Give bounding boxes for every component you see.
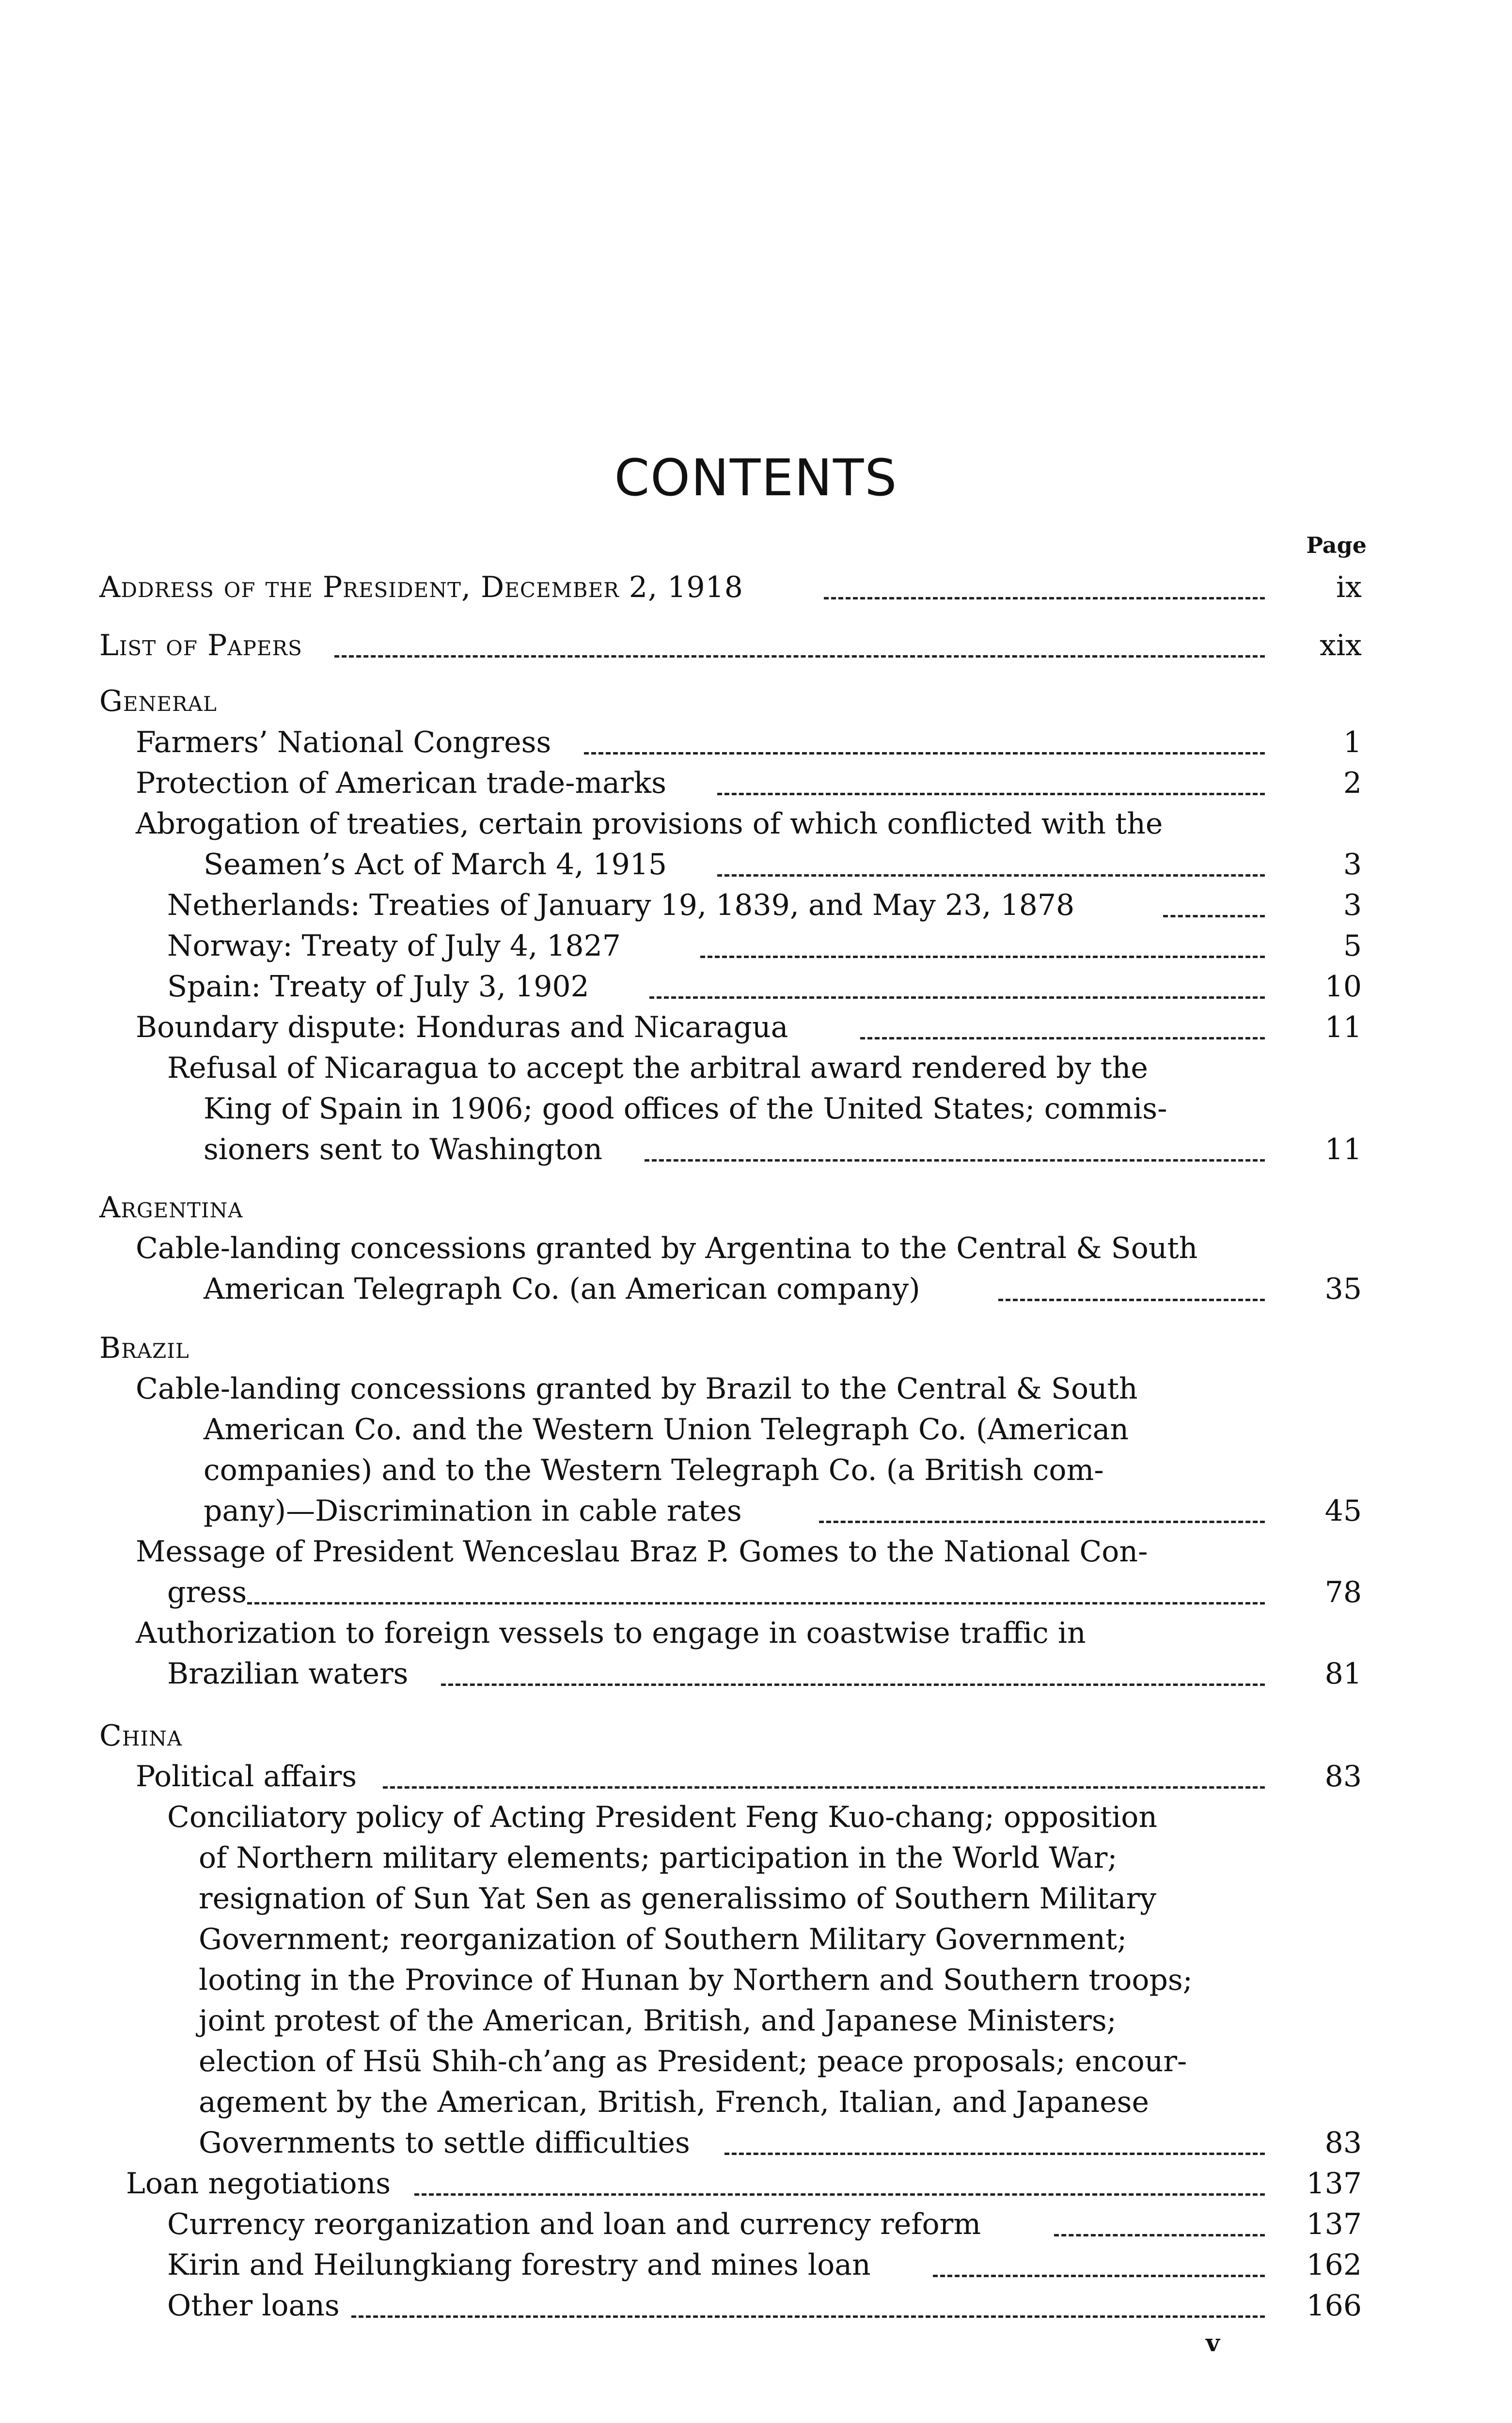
leader-dots xyxy=(819,1521,1265,1523)
page-column-label: Page xyxy=(1306,532,1367,558)
entry-text-line-2: American Co. and the Western Union Telegraph Co. (American xyxy=(204,1413,1129,1447)
leader-dots xyxy=(717,874,1265,877)
entry-text-line-3: resignation of Sun Yat Sen as generalissimo of Southern Military xyxy=(199,1882,1157,1916)
leader-dots xyxy=(584,752,1265,755)
entry-text-line-6: joint protest of the American, British, and Japanese Ministers; xyxy=(199,2004,1117,2038)
page-number: 166 xyxy=(1306,2289,1362,2323)
page-number: 137 xyxy=(1306,2207,1362,2241)
page-number: 137 xyxy=(1306,2167,1362,2201)
leader-dots xyxy=(824,597,1265,599)
entry-text: Loan negotiations xyxy=(126,2167,391,2201)
leader-dots xyxy=(700,956,1265,958)
entry-text-line-1: Abrogation of treaties, certain provisions of which conflicted with the xyxy=(136,807,1163,841)
page-number: 78 xyxy=(1324,1575,1362,1609)
page-number: xix xyxy=(1320,629,1362,662)
page-number: 35 xyxy=(1324,1272,1362,1306)
entry-text: Spain: Treaty of July 3, 1902 xyxy=(167,970,589,1004)
page-number: 83 xyxy=(1324,1760,1362,1794)
entry-text: Political affairs xyxy=(136,1760,357,1794)
entry-text-line-3: sioners sent to Washington xyxy=(204,1133,603,1166)
leader-dots xyxy=(441,1684,1265,1686)
entry-text-line-1: Authorization to foreign vessels to engage in coastwise traffic in xyxy=(136,1616,1086,1650)
page-number: 2 xyxy=(1343,766,1362,800)
leader-dots xyxy=(334,655,1265,658)
entry-text-line-2: King of Spain in 1906; good offices of the United States; commis- xyxy=(204,1092,1167,1126)
entry-text-line-1: Refusal of Nicaragua to accept the arbitral award rendered by the xyxy=(167,1051,1148,1085)
page-number: 1 xyxy=(1343,725,1362,759)
page-number: 5 xyxy=(1343,929,1362,963)
section-heading-china: China xyxy=(99,1719,183,1753)
page-number: 81 xyxy=(1324,1657,1362,1691)
page-number: 45 xyxy=(1324,1494,1362,1528)
leader-dots xyxy=(414,2193,1265,2196)
section-heading-argentina: Argentina xyxy=(99,1191,243,1225)
entry-text-line-1: Conciliatory policy of Acting President Feng Kuo-chang; opposition xyxy=(167,1800,1158,1834)
entry-text-line-7: election of Hsü Shih-ch’ang as President; peace proposals; encour- xyxy=(199,2045,1187,2078)
entry-text: Farmers’ National Congress xyxy=(136,725,551,759)
entry-text: Protection of American trade-marks xyxy=(136,766,666,800)
leader-dots xyxy=(717,793,1265,795)
leader-dots xyxy=(933,2275,1265,2277)
leader-dots xyxy=(649,996,1265,999)
entry-text: Netherlands: Treaties of January 19, 1839, and May 23, 1878 xyxy=(167,888,1075,922)
section-heading-brazil: Brazil xyxy=(99,1331,189,1365)
leader-dots xyxy=(724,2153,1265,2155)
leader-dots xyxy=(645,1159,1265,1162)
leader-dots xyxy=(998,1299,1265,1301)
entry-text-line-2: gress xyxy=(167,1575,247,1609)
entry-text-line-2: Seamen’s Act of March 4, 1915 xyxy=(204,848,667,881)
leader-dots xyxy=(1054,2234,1265,2236)
entry-text-line-4: pany)—Discrimination in cable rates xyxy=(204,1494,742,1528)
page-number: 10 xyxy=(1324,970,1362,1004)
entry-text-line-5: looting in the Province of Hunan by Northern and Southern troops; xyxy=(199,1963,1193,1997)
entry-text-line-2: Brazilian waters xyxy=(167,1657,409,1691)
entry-text-line-4: Government; reorganization of Southern Military Government; xyxy=(199,1922,1127,1956)
page-number: 83 xyxy=(1324,2126,1362,2160)
entry-text-line-1: Cable-landing concessions granted by Brazil to the Central & South xyxy=(136,1372,1138,1406)
page-folio: v xyxy=(1206,2329,1220,2357)
leader-dots xyxy=(383,1786,1265,1789)
page-number: 11 xyxy=(1324,1010,1362,1044)
entry-text-line-9: Governments to settle difficulties xyxy=(199,2126,690,2160)
section-heading-general: General xyxy=(99,684,217,718)
page-number: 162 xyxy=(1306,2248,1362,2282)
entry-text-line-8: agement by the American, British, French, Italian, and Japanese xyxy=(199,2085,1149,2119)
leader-dots xyxy=(1163,915,1265,917)
page-title: CONTENTS xyxy=(614,448,898,507)
entry-text: Norway: Treaty of July 4, 1827 xyxy=(167,929,621,963)
entry-text-line-2: of Northern military elements; participation in the World War; xyxy=(199,1841,1118,1875)
entry-text-line-2: American Telegraph Co. (an American company) xyxy=(204,1272,920,1306)
entry-text: Boundary dispute: Honduras and Nicaragua xyxy=(136,1010,788,1044)
leader-dots xyxy=(247,1602,1265,1605)
entry-text: Other loans xyxy=(167,2289,340,2323)
leader-dots xyxy=(860,1037,1265,1039)
page-number: ix xyxy=(1336,570,1362,604)
entry-text-line-1: Message of President Wenceslau Braz P. Gomes to the National Con- xyxy=(136,1535,1148,1569)
page-number: 3 xyxy=(1343,888,1362,922)
page-number: 11 xyxy=(1324,1133,1362,1166)
entry-text: Address of the President, December 2, 1918 xyxy=(99,570,743,604)
entry-text-line-1: Cable-landing concessions granted by Argentina to the Central & South xyxy=(136,1231,1198,1265)
entry-text: Kirin and Heilungkiang forestry and mines loan xyxy=(167,2248,871,2282)
entry-text: Currency reorganization and loan and currency reform xyxy=(167,2207,981,2241)
entry-text: List of Papers xyxy=(99,629,302,662)
entry-text-line-3: companies) and to the Western Telegraph Co. (a British com- xyxy=(204,1453,1104,1487)
leader-dots xyxy=(351,2315,1265,2318)
page-number: 3 xyxy=(1343,848,1362,881)
